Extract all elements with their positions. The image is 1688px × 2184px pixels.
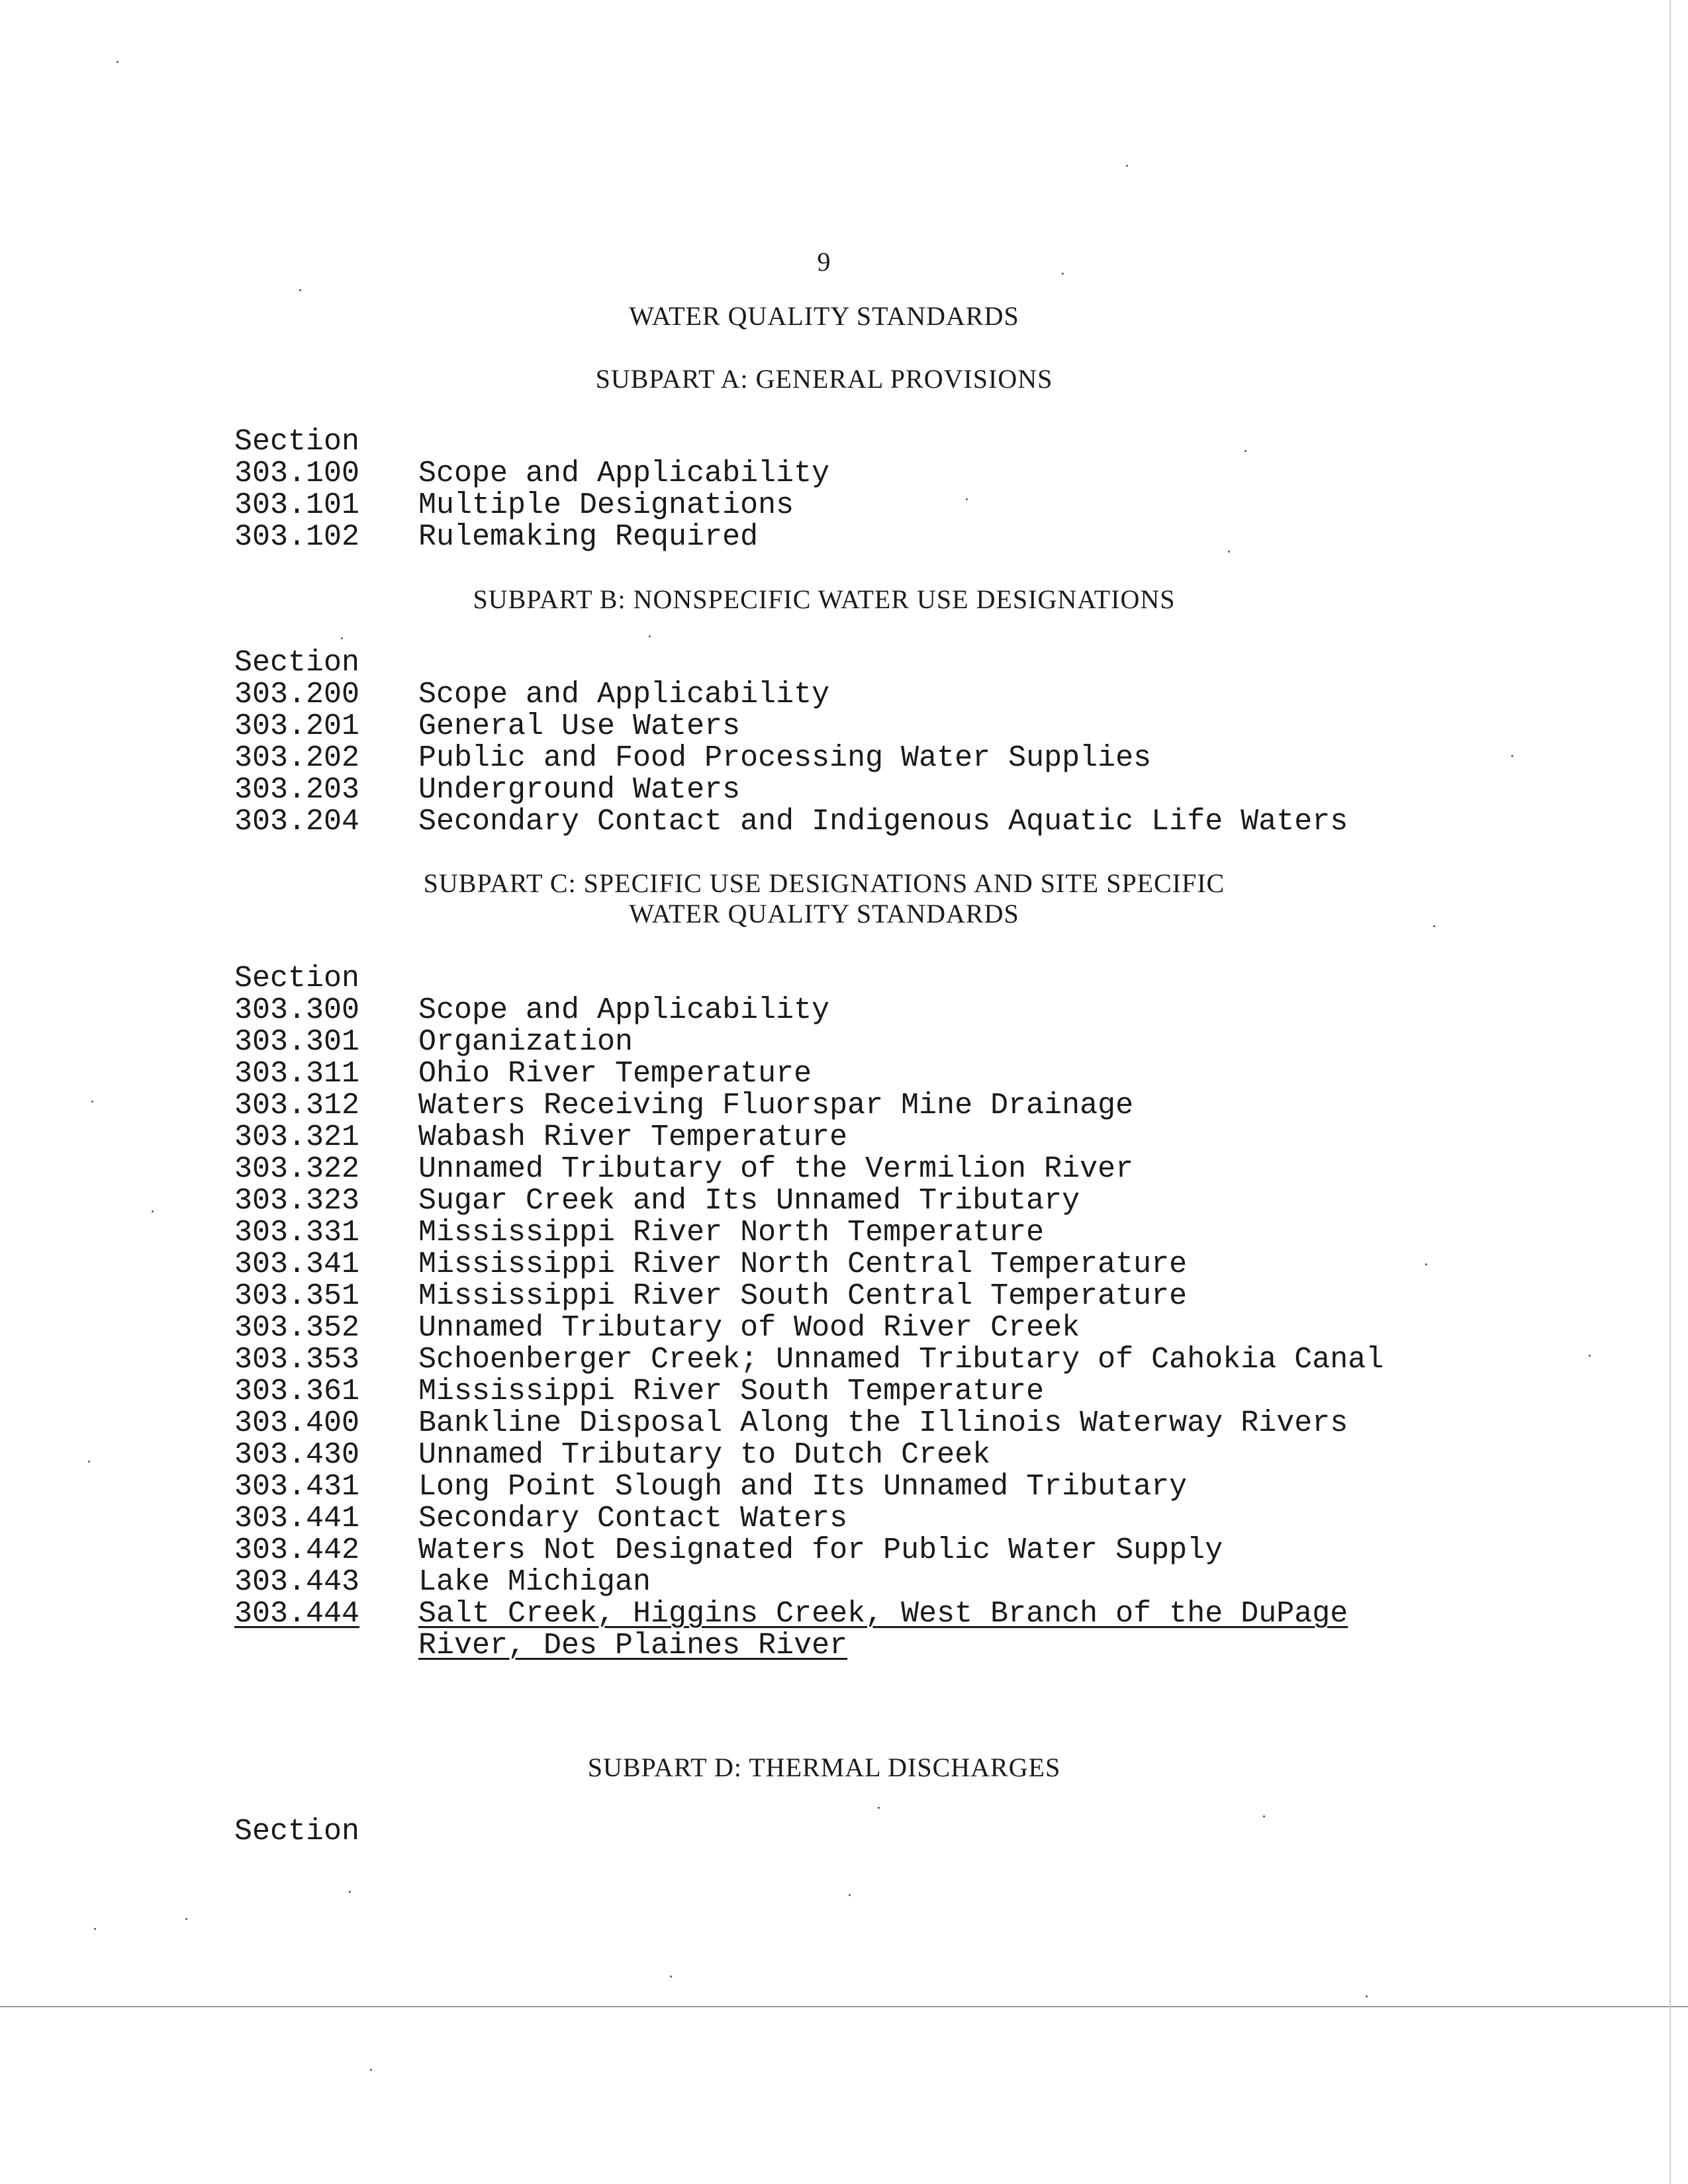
section-title: Mississippi River South Temperature: [418, 1375, 1045, 1408]
section-entry: [234, 741, 1492, 773]
section-number: 303.321: [234, 1120, 360, 1154]
section-title: Public and Food Processing Water Supplies: [418, 741, 1152, 775]
section-number: 303.202: [234, 741, 360, 775]
section-number: 303.442: [234, 1533, 360, 1567]
section-label: Section: [234, 646, 360, 680]
section-title: Mississippi River South Central Temperature: [418, 1279, 1188, 1313]
section-title: Scope and Applicability: [418, 457, 830, 490]
section-entry: [234, 520, 1492, 552]
section-number: 303.322: [234, 1152, 360, 1186]
section-label: Section: [234, 1815, 360, 1848]
section-entry: [234, 805, 1492, 837]
section-entry: [234, 457, 1492, 488]
scan-speck: [1425, 1263, 1427, 1265]
section-title: Underground Waters: [418, 773, 741, 807]
section-label: Section: [234, 962, 360, 995]
scan-speck: [185, 1918, 187, 1920]
section-title: Unnamed Tributary to Dutch Creek: [418, 1438, 991, 1472]
scan-speck: [1062, 273, 1064, 275]
section-entry: [234, 1248, 1492, 1279]
scan-speck: [1126, 165, 1128, 167]
scan-speck: [341, 637, 343, 639]
section-title: Organization: [418, 1025, 633, 1059]
section-title: General Use Waters: [418, 709, 741, 743]
scan-speck: [1228, 551, 1230, 553]
scan-speck: [299, 289, 301, 291]
subpart-c-heading-line2: WATER QUALITY STANDARDS: [629, 899, 1019, 929]
scan-speck: [349, 1891, 351, 1893]
scan-speck: [649, 635, 651, 637]
section-number: 303.203: [234, 773, 360, 807]
section-number: 303.400: [234, 1406, 360, 1440]
scan-speck: [1589, 1355, 1591, 1357]
section-title: Long Point Slough and Its Unnamed Tributary: [418, 1470, 1188, 1504]
scan-right-edge: [1669, 0, 1671, 2184]
section-entry: [234, 1375, 1492, 1406]
section-number: 303.443: [234, 1565, 360, 1599]
document-title: WATER QUALITY STANDARDS: [629, 301, 1019, 331]
section-entry: [234, 1279, 1492, 1311]
section-entry: [234, 1184, 1492, 1216]
section-number: 303.300: [234, 993, 360, 1027]
section-number: 303.201: [234, 709, 360, 743]
section-number: 303.341: [234, 1248, 360, 1281]
section-entry: [234, 773, 1492, 805]
section-number: 303.444: [234, 1597, 360, 1631]
scan-speck: [878, 1807, 880, 1809]
section-entry: [234, 488, 1492, 520]
section-entry: [234, 1089, 1492, 1120]
scan-speck: [670, 1976, 672, 1978]
section-title: Secondary Contact and Indigenous Aquatic Life Waters: [418, 805, 1348, 839]
scan-speck: [1433, 925, 1435, 927]
scan-edge-line: [0, 2006, 1688, 2007]
section-entry: [234, 1311, 1492, 1343]
section-title-continuation: River, Des Plaines River: [418, 1629, 848, 1662]
section-entry: [234, 1502, 1492, 1533]
subpart-d-heading: SUBPART D: THERMAL DISCHARGES: [587, 1752, 1061, 1782]
section-number: 303.430: [234, 1438, 360, 1472]
scan-speck: [1263, 1815, 1265, 1817]
subpart-c-heading: SUBPART C: SPECIFIC USE DESIGNATIONS AND SITE SPECIFIC: [423, 868, 1225, 898]
section-number: 303.301: [234, 1025, 360, 1059]
section-title: Mississippi River North Temperature: [418, 1216, 1045, 1250]
section-title: Lake Michigan: [418, 1565, 651, 1599]
section-number: 303.353: [234, 1343, 360, 1377]
section-entry: [234, 709, 1492, 741]
section-entry: [234, 1470, 1492, 1502]
section-title: Scope and Applicability: [418, 678, 830, 711]
section-entry: [234, 993, 1492, 1025]
section-title: Rulemaking Required: [418, 520, 759, 554]
scan-speck: [88, 1461, 90, 1463]
section-number: 303.100: [234, 457, 360, 490]
section-title: Unnamed Tributary of the Vermilion River: [418, 1152, 1134, 1186]
section-title: Unnamed Tributary of Wood River Creek: [418, 1311, 1080, 1345]
section-title: Secondary Contact Waters: [418, 1502, 848, 1535]
section-entry: [234, 1565, 1492, 1597]
scan-speck: [152, 1210, 154, 1212]
section-number: 303.431: [234, 1470, 360, 1504]
section-title: Mississippi River North Central Temperature: [418, 1248, 1188, 1281]
section-entry: [234, 1438, 1492, 1470]
section-title: Wabash River Temperature: [418, 1120, 848, 1154]
section-label: Section: [234, 425, 360, 459]
section-number: 303.361: [234, 1375, 360, 1408]
section-title: Waters Receiving Fluorspar Mine Drainage: [418, 1089, 1134, 1122]
section-number: 303.101: [234, 488, 360, 522]
scan-speck: [849, 1894, 851, 1896]
section-title: Bankline Disposal Along the Illinois Waterway Rivers: [418, 1406, 1348, 1440]
section-entry: [234, 1343, 1492, 1375]
scan-speck: [966, 498, 968, 500]
section-title: Schoenberger Creek; Unnamed Tributary of Cahokia Canal: [418, 1343, 1384, 1377]
section-entry: [234, 1533, 1492, 1565]
section-title: Scope and Applicability: [418, 993, 830, 1027]
section-number: 303.204: [234, 805, 360, 839]
section-title: Multiple Designations: [418, 488, 794, 522]
section-number: 303.102: [234, 520, 360, 554]
section-entry: [234, 1120, 1492, 1152]
section-number: 303.441: [234, 1502, 360, 1535]
section-entry: [234, 1152, 1492, 1184]
scan-speck: [1366, 1995, 1368, 1997]
scan-speck: [370, 2069, 372, 2071]
section-number: 303.331: [234, 1216, 360, 1250]
subpart-a-heading: SUBPART A: GENERAL PROVISIONS: [595, 364, 1053, 394]
section-number: 303.352: [234, 1311, 360, 1345]
section-number: 303.351: [234, 1279, 360, 1313]
section-title: Salt Creek, Higgins Creek, West Branch of the DuPage: [418, 1597, 1348, 1631]
section-entry: [234, 1057, 1492, 1089]
section-title: Waters Not Designated for Public Water Supply: [418, 1533, 1223, 1567]
section-entry: [234, 678, 1492, 709]
section-title: Sugar Creek and Its Unnamed Tributary: [418, 1184, 1080, 1218]
section-title: Ohio River Temperature: [418, 1057, 812, 1091]
scan-speck: [94, 1928, 96, 1930]
section-entry: [234, 1406, 1492, 1438]
subpart-b-heading: SUBPART B: NONSPECIFIC WATER USE DESIGNATIONS: [473, 584, 1176, 614]
section-number: 303.323: [234, 1184, 360, 1218]
section-number: 303.311: [234, 1057, 360, 1091]
scan-speck: [1244, 450, 1246, 452]
section-number: 303.200: [234, 678, 360, 711]
section-entry-underlined: [234, 1597, 1492, 1629]
section-number: 303.312: [234, 1089, 360, 1122]
scan-speck: [1511, 755, 1513, 757]
scan-speck: [117, 61, 118, 63]
section-entry: [234, 1216, 1492, 1248]
scan-speck: [91, 1101, 93, 1103]
section-entry: [234, 1025, 1492, 1057]
page-number: 9: [817, 247, 831, 277]
